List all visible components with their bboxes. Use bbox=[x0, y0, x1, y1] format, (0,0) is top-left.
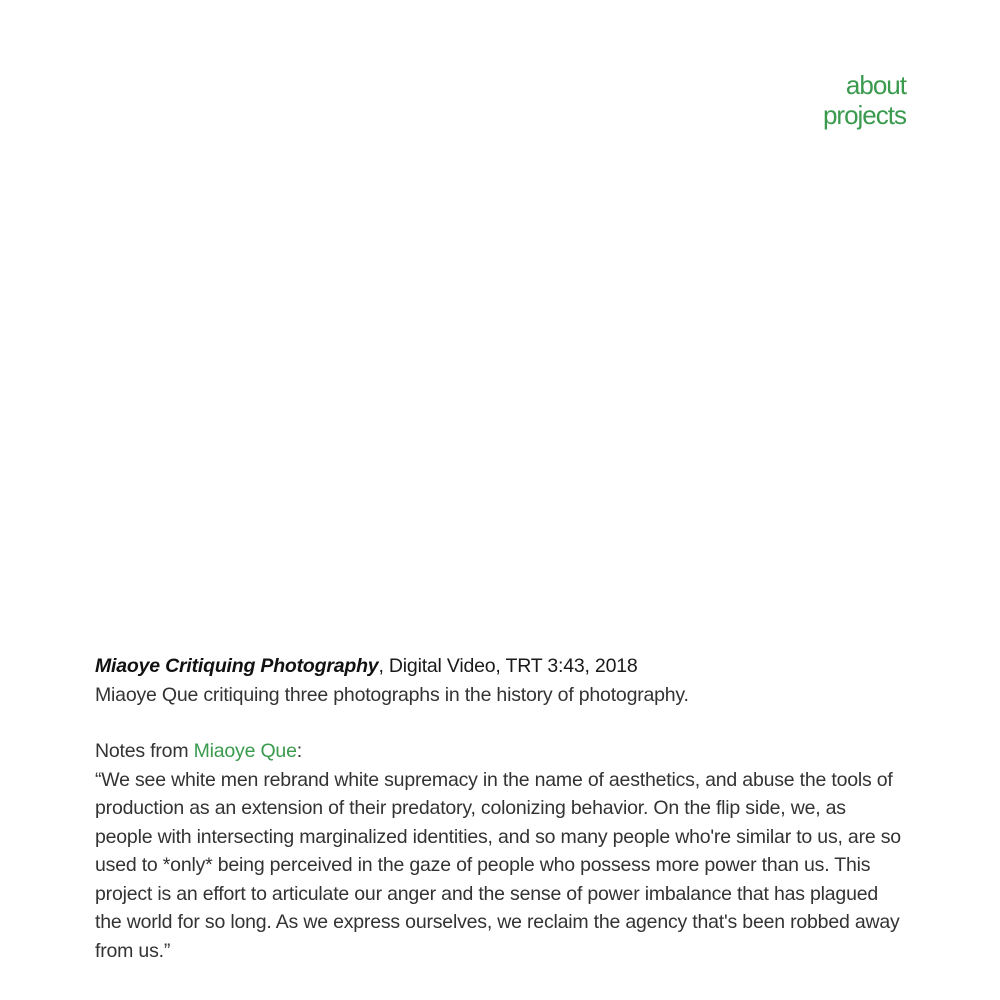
project-title: Miaoye Critiquing Photography bbox=[95, 655, 379, 677]
site-nav bbox=[823, 70, 906, 130]
project-heading bbox=[95, 652, 905, 681]
project-description: Miaoye Que critiquing three photographs in the history of photography. bbox=[95, 683, 689, 706]
notes-quote: “We see white men rebrand white supremacy in the name of aesthetics, and abuse the tools of production as an extension of their predatory, colonizing behavior. On the flip side, we, as people with intersecting marginalized identities, and so many people who're similar to us, are so used to *only* being perceived in the gaze of people who possess more power than us. This project is an effort to articulate our anger and the sense of power imbalance that has plagued the world for so long. As we express ourselves, we reclaim the agency that's been robbed away from us.” bbox=[95, 768, 901, 962]
notes-suffix: : bbox=[296, 740, 302, 762]
notes-author-link[interactable]: Miaoye Que bbox=[193, 740, 297, 762]
nav-link-about[interactable]: about bbox=[845, 70, 906, 100]
notes-prefix: Notes from bbox=[95, 740, 194, 762]
project-content bbox=[95, 652, 905, 965]
notes-heading bbox=[95, 737, 905, 766]
project-meta: , Digital Video, TRT 3:43, 2018 bbox=[378, 655, 638, 677]
nav-link-projects[interactable]: projects bbox=[822, 100, 906, 130]
